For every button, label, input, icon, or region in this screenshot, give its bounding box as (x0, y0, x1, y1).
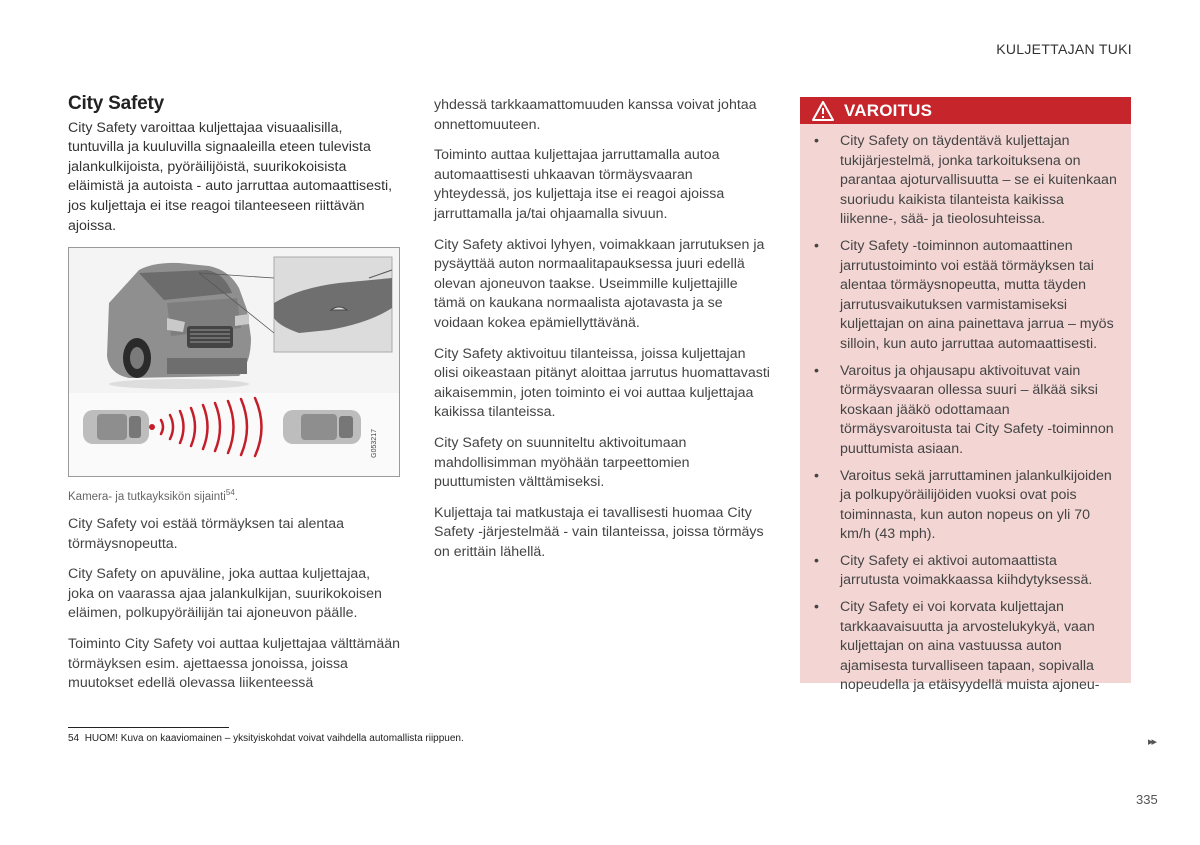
figure-caption: Kamera- ja tutkayksikön sijainti$^{54}$. (68, 488, 238, 503)
paragraph: yhdessä tarkkaamattomuuden kanssa voivat johtaa onnettomuuteen. (434, 97, 757, 133)
bullet: • (814, 552, 819, 569)
warning-box (800, 97, 1131, 694)
bullet: • (814, 133, 819, 149)
paragraph: City Safety on suunniteltu aktivoitumaan mahdollisimman myöhään tarpeettomien puuttumisten välttämiseksi. (434, 434, 690, 491)
footnote-divider (68, 727, 229, 728)
vehicle-ahead-top-view (283, 410, 361, 444)
warning-list (800, 124, 1131, 696)
paragraph: City Safety aktivoituu tilanteissa, joissa kuljettajan olisi oikeastaan pitänyt aloittaa jarrutus huomattavasti aikaisemmin, joten toiminto ei voi auttaa kuljettajaa kaikissa tilanteissa. (434, 345, 770, 421)
column-middle (434, 96, 770, 573)
paragraph: Kuljettaja tai matkustaja ei tavallisesti huomaa City Safety -järjestelmää - vain tilanteissa, joissa törmäys on erittäin lähellä. (434, 504, 764, 560)
warning-item: • City Safety ei voi korvata kuljettajan tarkkaavaisuutta ja arvostelukykyä, vaan kuljettajan on aina vastuussa auton ajamisesta turvalliseen tapaan, sopivalla nopeudella ja etäisyydellä muista ajoneu- (814, 599, 1100, 694)
warning-header (800, 97, 1131, 124)
bullet: • (814, 362, 819, 379)
paragraph: Toiminto auttaa kuljettajaa jarruttamalla autoa automaattisesti uhkaavan törmäysvaaran yhteydessä, jos kuljettaja itse ei reagoi ajoissa jarruttamalla ja/tai ohjaamalla sivuun. (434, 147, 725, 222)
footnote-number: 54 (68, 733, 80, 744)
paragraph: City Safety on apuväline, joka auttaa kuljettajaa, joka on vaarassa ajaa jalankulkijan, suurikokoisen eläimen, polkupyöräilijän tai ajoneuvon päälle. (68, 566, 382, 622)
warning-triangle-icon (812, 101, 834, 121)
page-title: City Safety (68, 93, 165, 114)
warning-title: VAROITUS (844, 100, 933, 120)
bullet: • (814, 467, 819, 484)
suv-image (107, 263, 251, 389)
warning-item: • Varoitus ja ohjausapu aktivoituvat vain törmäysvaaran ollessa suuri – älkää siksi koskaan jääkö odottamaan törmäysvaroitusta tai City Safety -toiminnon puuttumista asiaan. (814, 362, 1114, 457)
warning-item: • City Safety ei aktivoi automaattista jarrutusta voimakkaassa kiihdytyksessä. (814, 552, 1093, 589)
bullet: • (814, 237, 819, 254)
footnote-ref[interactable]: 54 (225, 488, 235, 498)
footnote (68, 733, 464, 744)
column-left (68, 94, 400, 705)
paragraph: City Safety aktivoi lyhyen, voimakkaan jarrutuksen ja pysäyttää auton normaalitapauksessa juuri edellä olevan ajoneuvon taakse. Useimmille kuljettajille tämä on kaukana normaalista ajotavasta ja se voidaan kokea epämiellyttävänä. (434, 236, 765, 331)
figure-id: G053217 (371, 429, 379, 459)
section-header: KULJETTAJAN TUKI (996, 41, 1132, 57)
next-page-arrows-icon[interactable]: ▸▸ (1148, 736, 1156, 748)
warning-item: • City Safety on täydentävä kuljettajan tukijärjestelmä, jonka tarkoituksena on parantaa ajoturvallisuutta – se ei kuitenkaan suoriudu kaikista tilanteista kaikissa liikenne-, sää- ja tieolosuhteissa. (814, 133, 1117, 228)
city-safety-illustration (68, 247, 400, 477)
bullet: • (814, 599, 819, 616)
intro-paragraph: City Safety varoittaa kuljettajaa visuaalisilla, tuntuvilla ja kuuluvilla signaaleilla eteen tulevista jalankulkijoista, pyöräilijöistä, suurikokoisista eläimistä ja autoista - auto jarruttaa automaattisesti, jos kuljettaja ei itse reagoi tilanteeseen riittävän ajoissa. (68, 119, 393, 234)
paragraph: City Safety voi estää törmäyksen tai alentaa törmäysnopeutta. (68, 515, 345, 552)
page-number: 335 (1136, 792, 1158, 807)
paragraph: Toiminto City Safety voi auttaa kuljettajaa välttämään törmäyksen esim. ajettaessa jonoissa, joissa muutokset edellä olevassa liikenteessä (68, 635, 400, 692)
camera-inset (274, 257, 392, 352)
warning-item: • Varoitus sekä jarruttaminen jalankulkijoiden ja polkupyöräilijöiden vuoksi ovat pois toiminnasta, kun auton nopeus on yli 70 km/h (43 mph). (814, 467, 1112, 543)
footnote-text: HUOM! Kuva on kaaviomainen – yksityiskohdat voivat vaihdella automallista riippuen. (84, 733, 464, 744)
warning-item: • City Safety -toiminnon automaattinen jarrutustoiminto voi estää törmäyksen tai alentaa törmäysnopeutta, mutta täyden jarrutusvaikutuksen varmistamiseksi kuljettajan on aina painettava jarrua – myös silloin, kun auto jarruttaa automaattisesti. (814, 237, 1114, 352)
own-car-top-view (83, 410, 155, 444)
